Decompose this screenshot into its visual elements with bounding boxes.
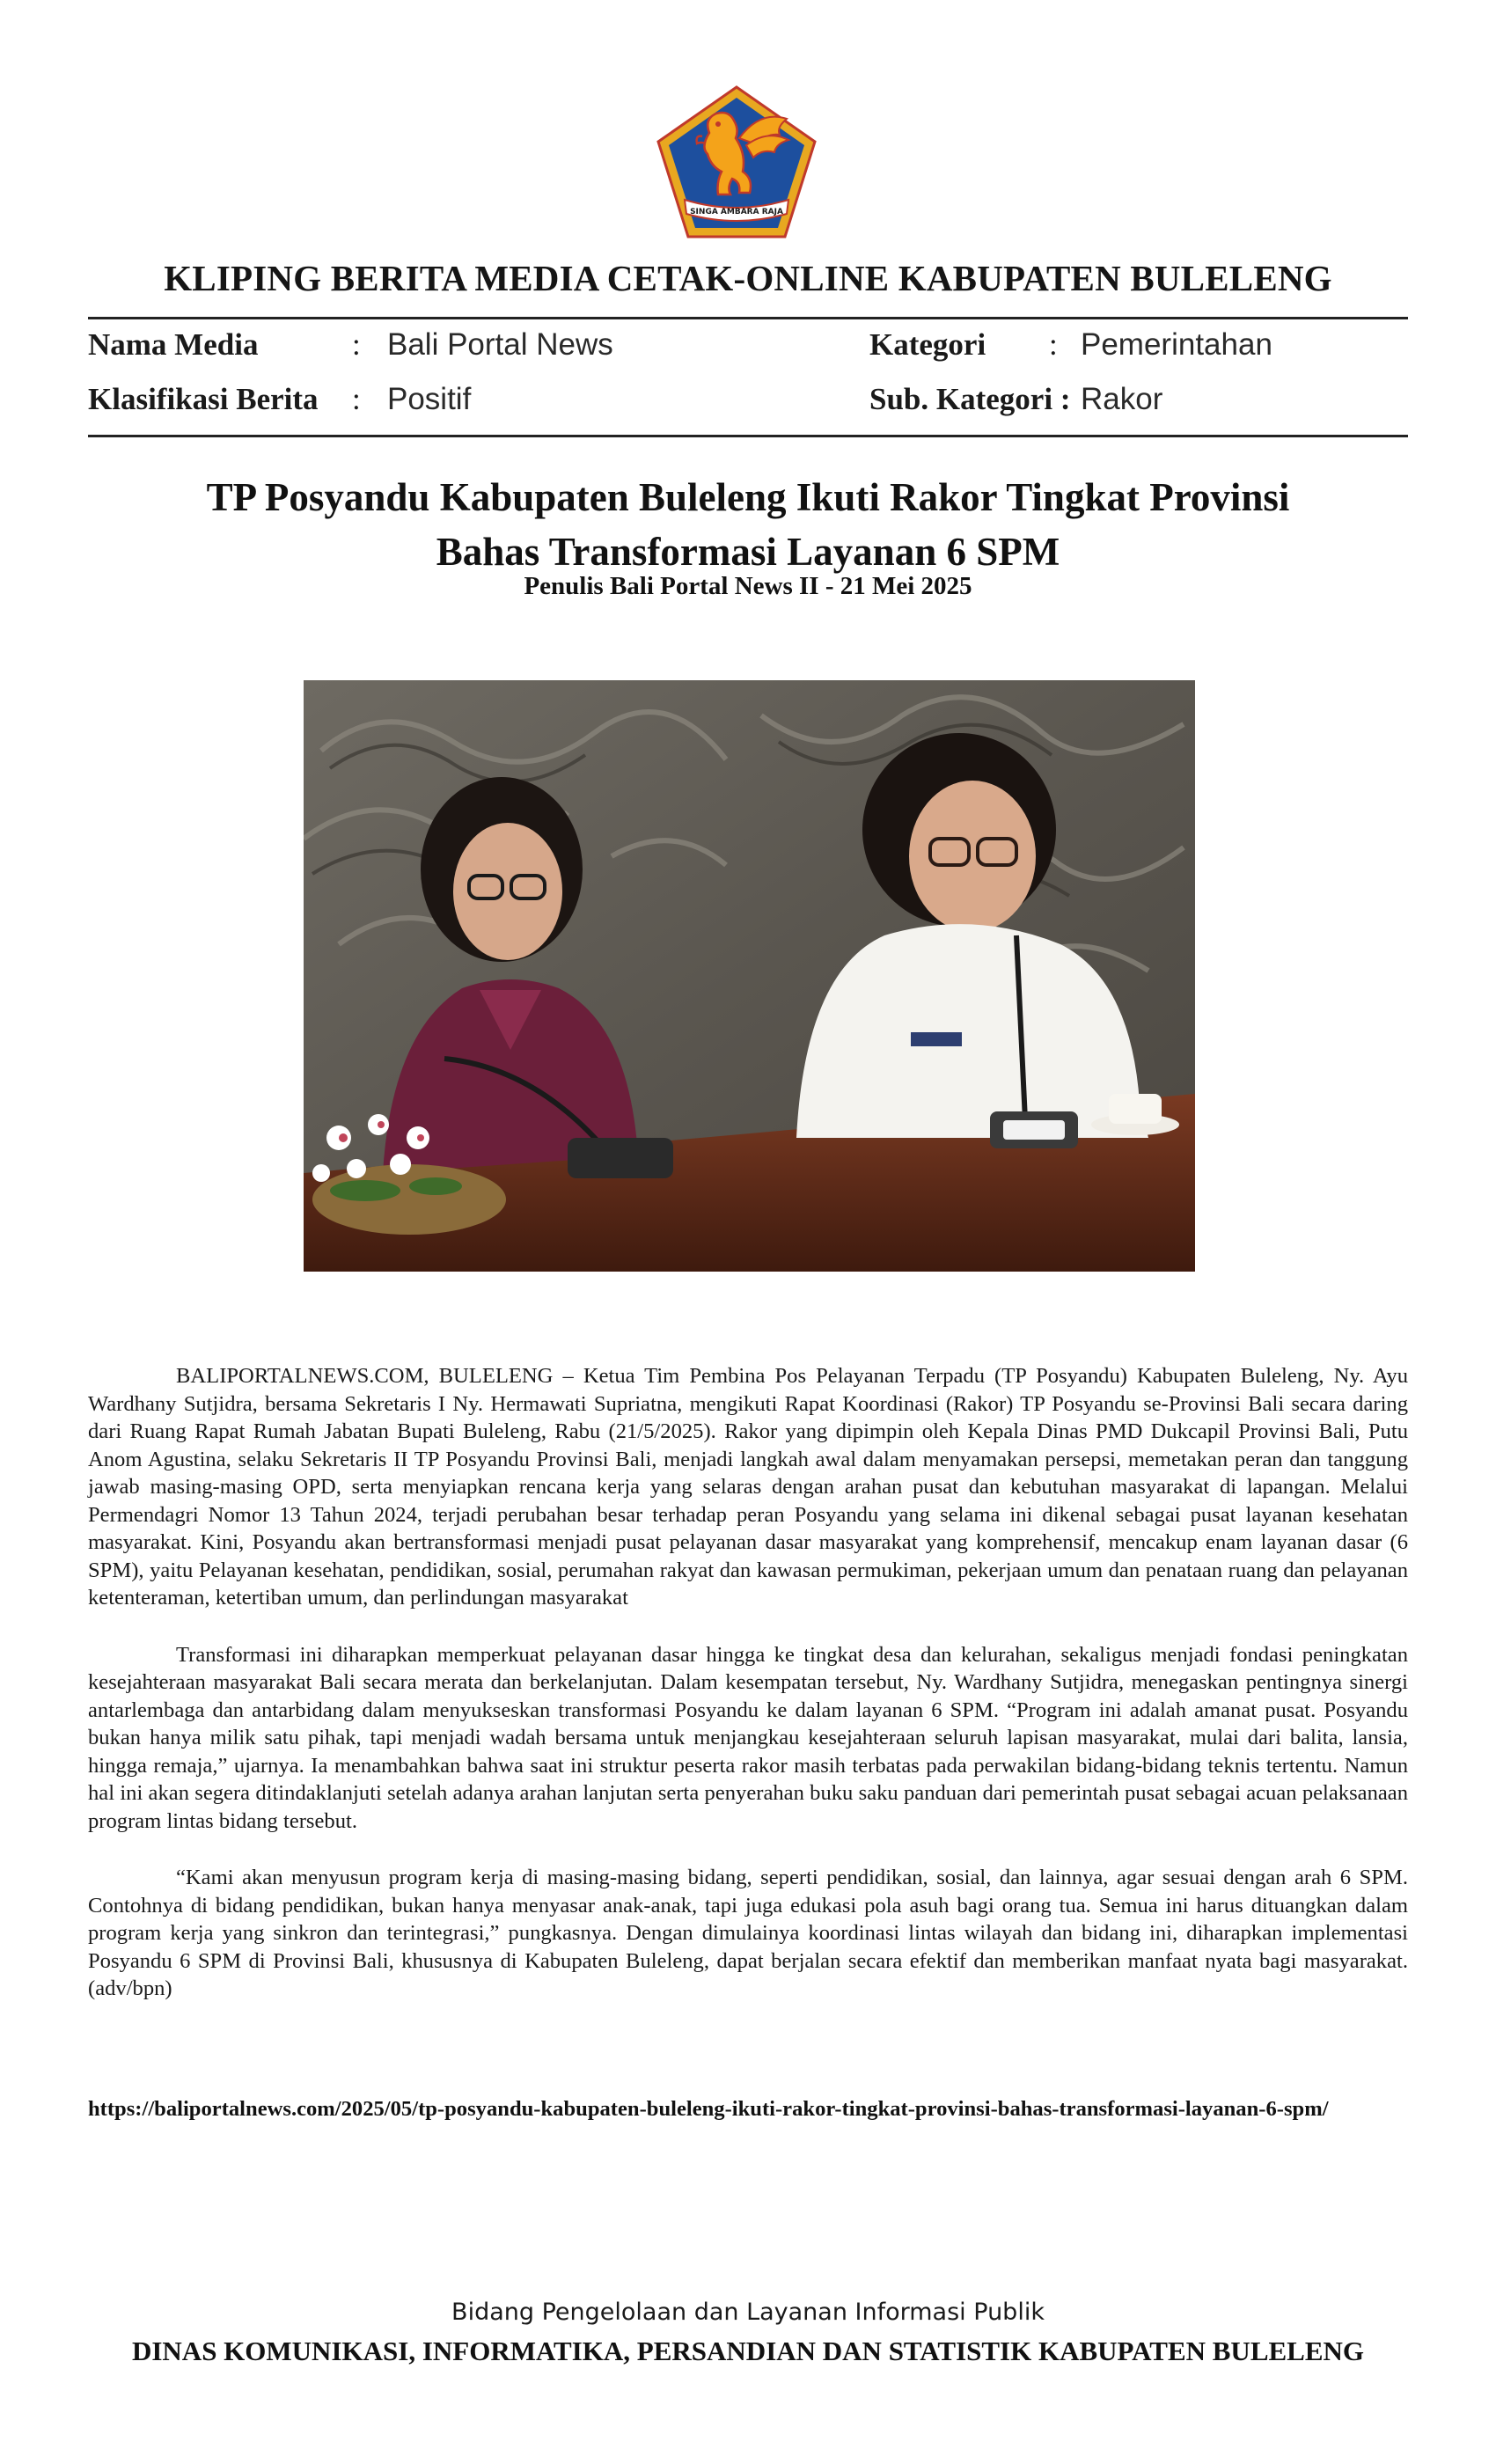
meta-row-klasifikasi — [88, 382, 1408, 426]
article-photo — [304, 680, 1195, 1272]
article-paragraph: Transformasi ini diharapkan memperkuat pelayanan dasar hingga ke tingkat desa dan kelurahan, sekaligus menjadi fondasi peningkatan kesejahteraan masyarakat Bali secara merata dan berkelanjutan. Dalam kesempatan tersebut, Ny. Wardhany Sutjidra, menegaskan pentingnya sinergi antarlembaga dan antarbidang dalam menyukseskan transformasi Posyandu ke dalam layanan 6 SPM. “Program ini adalah amanat pusat. Posyandu bukan hanya milik satu pihak, tapi menjadi wadah bersama untuk menjangkau kesejahteraan seluruh lapisan masyarakat, mulai dari balita, lansia, hingga remaja,” ujarnya. Ia menambahkan bahwa saat ini struktur peserta rakor masih terbatas pada perwakilan bidang-bidang teknis tertentu. Namun hal ini akan segera ditindaklanjuti setelah adanya arahan lanjutan serta penyerahan buku saku panduan dari pemerintah pusat sebagai acuan pelaksanaan program lintas bidang tersebut. — [88, 1642, 1408, 1833]
meeting-photo-icon — [304, 680, 1195, 1272]
klasifikasi-value: Positif — [387, 382, 472, 416]
footer-agency: DINAS KOMUNIKASI, INFORMATIKA, PERSANDIAN DAN STATISTIK KABUPATEN BULELENG — [131, 2336, 1365, 2366]
svg-text:SINGA AMBARA RAJA: SINGA AMBARA RAJA — [690, 208, 783, 216]
article-paragraph: “Kami akan menyusun program kerja di masing-masing bidang, seperti pendidikan, sosial, dan lainnya, agar sesuai dengan arah 6 SPM. Contohnya di bidang pendidikan, bukan hanya menyasar anak-anak, tapi juga edukasi pola asuh bagi orang tua. Semua ini harus dituangkan dalam program kerja yang sinkron dan terintegrasi,” pungkasnya. Dengan dimulainya koordinasi lintas wilayah dan bidang ini, diharapkan implementasi Posyandu 6 SPM di Provinsi Bali, khususnya di Kabupaten Buleleng, dapat berjalan secara efektif dan memberikan manfaat nyata bagi masyarakat.(adv/bpn) — [88, 1866, 1408, 2000]
article-body — [88, 1362, 1408, 2032]
kategori-label: Kategori — [869, 327, 986, 362]
nama-media-label: Nama Media — [88, 327, 259, 362]
meta-colon: : — [352, 382, 361, 416]
klasifikasi-label: Klasifikasi Berita — [88, 382, 319, 416]
nama-media-value: Bali Portal News — [387, 327, 613, 362]
document-title: KLIPING BERITA MEDIA CETAK-ONLINE KABUPATEN BULELENG — [164, 258, 1332, 298]
article-byline: Penulis Bali Portal News II - 21 Mei 2025 — [524, 572, 972, 600]
footer-department: Bidang Pengelolaan dan Layanan Informasi Publik — [451, 2299, 1045, 2326]
kategori-value: Pemerintahan — [1081, 327, 1272, 362]
singa-ambara-raja-emblem-icon — [655, 84, 818, 240]
meta-row-media — [88, 327, 1408, 371]
header-divider-top — [88, 317, 1408, 319]
article-paragraph: BALIPORTALNEWS.COM, BULELENG – Ketua Tim Pembina Pos Pelayanan Terpadu (TP Posyandu) Kabupaten Buleleng, Ny. Ayu Wardhany Sutjidra, bersama Sekretaris I Ny. Hermawati Supriatna, mengikuti Rapat Koordinasi (Rakor) TP Posyandu se-Provinsi Bali secara daring dari Ruang Rapat Rumah Jabatan Bupati Buleleng, Rabu (21/5/2025). Rakor yang dipimpin oleh Kepala Dinas PMD Dukcapil Provinsi Bali, Putu Anom Agustina, selaku Sekretaris II TP Posyandu Provinsi Bali, menjadi langkah awal dalam menyamakan persepsi, memetakan peran dan tanggung jawab masing-masing OPD, serta menyiapkan rencana kerja yang selaras dengan arahan pusat dan kebutuhan masyarakat di lapangan. Melalui Permendagri Nomor 13 Tahun 2024, terjadi perubahan besar terhadap peran Posyandu yang selama ini dikenal sebagai pusat layanan kesehatan masyarakat. Kini, Posyandu akan bertransformasi menjadi pusat pelayanan dasar masyarakat yang komprehensif, mencakup enam layanan dasar (6 SPM), yaitu Pelayanan kesehatan, pendidikan, sosial, perumahan rakyat dan kawasan permukiman, pekerjaan umum dan penataan ruang dan pelayanan ketenteraman, ketertiban umum, dan perlindungan masyarakat — [88, 1364, 1408, 1610]
sub-kategori-value: Rakor — [1081, 382, 1163, 416]
headline-line-1: TP Posyandu Kabupaten Buleleng Ikuti Rakor Tingkat Provinsi — [206, 475, 1290, 519]
meta-colon: : — [1049, 327, 1058, 362]
article-headline — [88, 470, 1408, 579]
sub-kategori-label: Sub. Kategori : — [869, 382, 1071, 416]
headline-line-2: Bahas Transformasi Layanan 6 SPM — [436, 530, 1060, 574]
buleleng-emblem-logo — [655, 84, 818, 240]
source-link[interactable]: https://baliportalnews.com/2025/05/tp-posyandu-kabupaten-buleleng-ikuti-rakor-tingkat-provinsi-bahas-transformasi-layanan-6-spm/ — [88, 2097, 1329, 2121]
meta-colon: : — [352, 327, 361, 362]
header-divider-bottom — [88, 435, 1408, 437]
